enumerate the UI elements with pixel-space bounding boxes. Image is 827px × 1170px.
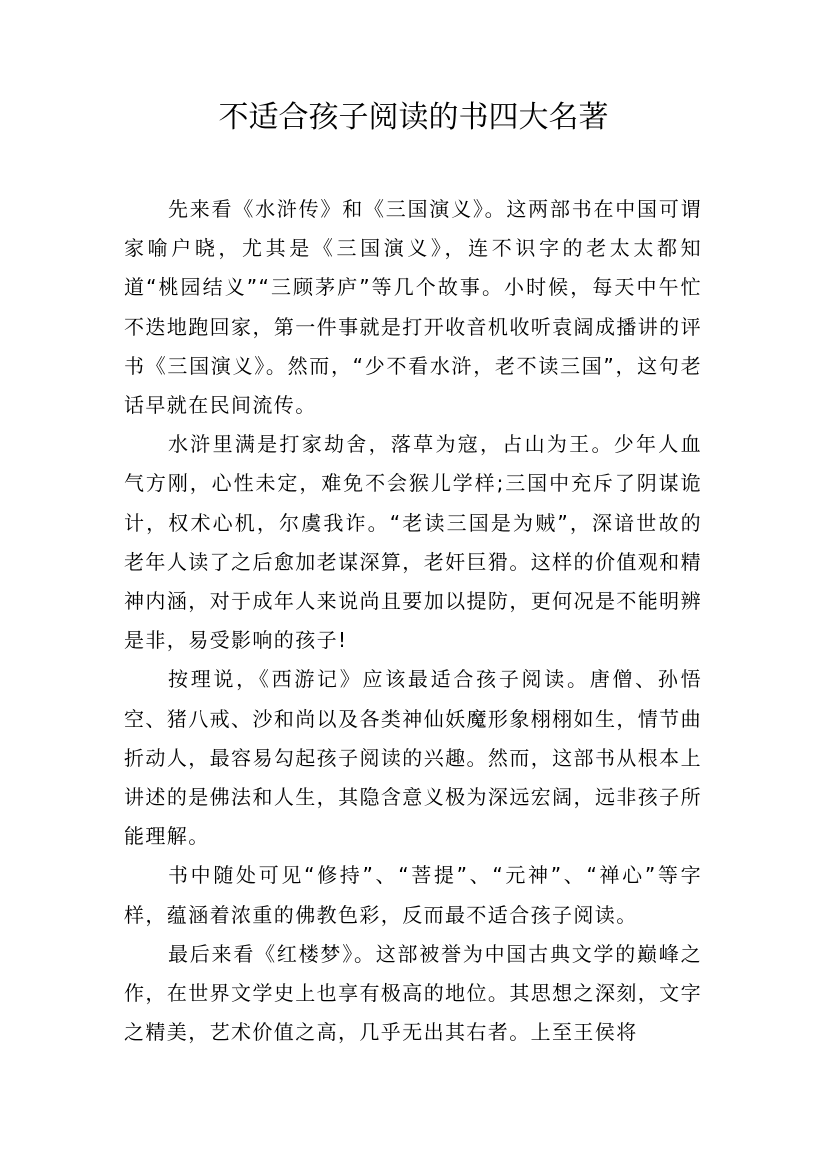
paragraph-1: 先来看《水浒传》和《三国演义》。这两部书在中国可谓家喻户晓，尤其是《三国演义》，连不识字的老太太都知道“桃园结义”“三顾茅庐”等几个故事。小时候，每天中午忙不迭地跑回家，第一件事就是打开收音机收听袁阔成播讲的评书《三国演义》。然而，“少不看水浒，老不读三国”，这句老话早就在民间流传。 bbox=[124, 197, 702, 418]
document-title: 不适合孩子阅读的书四大名著 bbox=[218, 100, 609, 135]
paragraph-5: 最后来看《红楼梦》。这部被誉为中国古典文学的巅峰之作，在世界文学史上也享有极高的地位。其思想之深刻，文字之精美，艺术价值之高，几乎无出其右者。上至王侯将 bbox=[124, 941, 702, 1045]
paragraph-3: 按理说，《西游记》应该最适合孩子阅读。唐僧、孙悟空、猪八戒、沙和尚以及各类神仙妖魔形象栩栩如生，情节曲折动人，最容易勾起孩子阅读的兴趣。然而，这部书从根本上讲述的是佛法和人生，其隐含意义极为深远宏阔，远非孩子所能理解。 bbox=[124, 667, 702, 849]
document-body bbox=[124, 190, 702, 1052]
paragraph-4: 书中随处可见“修持”、“菩提”、“元神”、“禅心”等字样，蕴涵着浓重的佛教色彩，反而最不适合孩子阅读。 bbox=[124, 863, 702, 927]
paragraph-2: 水浒里满是打家劫舍，落草为寇，占山为王。少年人血气方刚，心性未定，难免不会猴儿学样;三国中充斥了阴谋诡计，权术心机，尔虞我诈。“老读三国是为贼”，深谙世故的老年人读了之后愈加老谋深算，老奸巨猾。这样的价值观和精神内涵，对于成年人来说尚且要加以提防，更何况是不能明辨是非，易受影响的孩子! bbox=[124, 432, 702, 653]
